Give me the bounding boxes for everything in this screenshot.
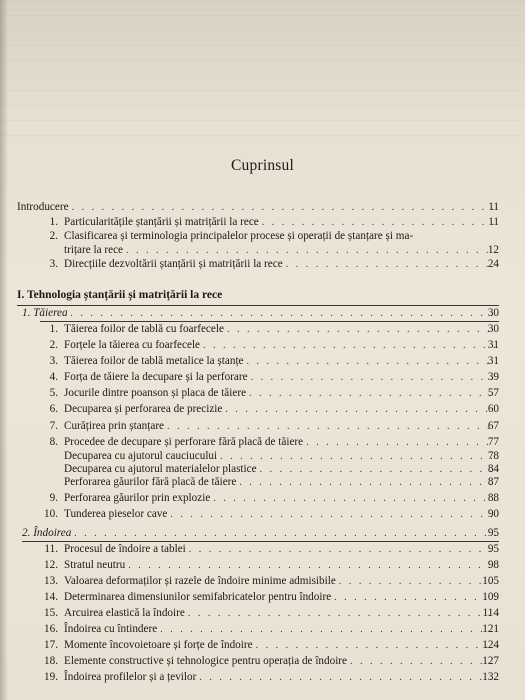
toc-entry[interactable]: 8. Procedee de decupare și perforare fără placă de tăiere . . . 77 [40, 436, 499, 449]
toc-entry-label: 2. Îndoirea [22, 527, 72, 539]
leader-dots [251, 371, 496, 384]
toc-entry[interactable]: 18. Elemente constructive și tehnologice pentru operația de îndoire . . . 127 [40, 655, 499, 668]
toc-page-number: 114 [482, 607, 499, 619]
toc-entry-label: Perforarea găurilor fără placă de tăiere [64, 476, 237, 488]
toc-entry-label: Particularitățile ștanțării și matrițării la rece [64, 216, 259, 228]
toc-entry[interactable]: 16. Îndoirea cu întindere . . . 121 [40, 623, 499, 636]
leader-dots [72, 201, 496, 214]
toc-page-number: 87 [487, 476, 499, 488]
toc-page-number: 105 [482, 575, 499, 587]
toc-entry-label: Arcuirea elastică la îndoire [64, 607, 185, 619]
leader-dots [262, 216, 496, 229]
toc-page-number: 31 [487, 355, 499, 367]
toc-entry[interactable]: 12. Stratul neutru . . . 98 [40, 559, 499, 572]
toc-page-number: 127 [482, 655, 499, 667]
toc-entry[interactable]: 19. Îndoirea profilelor și a țevilor . . . 132 [40, 671, 499, 684]
toc-entry-label: Îndoirea cu întindere [64, 623, 158, 635]
toc-entry-continuation[interactable] [64, 244, 499, 257]
toc-page-number: 31 [487, 339, 499, 351]
toc-entry-label: Tăierea foilor de tablă cu foarfecele [64, 323, 224, 335]
toc-entry[interactable]: 5. Jocurile dintre poanson și placa de tăiere . . . 57 [40, 387, 499, 400]
toc-page-number: 67 [487, 420, 499, 432]
toc-entry-label: Forțele la tăierea cu foarfecele [64, 339, 201, 351]
toc-entry[interactable]: 11. Procesul de îndoire a tablei . . . 95 [40, 543, 499, 556]
toc-entry-label: Valoarea deformaților și razele de îndoire minime admisibile [64, 575, 336, 587]
toc-entry[interactable]: 1. Tăierea foilor de tablă cu foarfecele . . . 30 [40, 323, 499, 336]
leader-dots [189, 543, 496, 556]
toc-page-number: 11 [488, 201, 499, 213]
leader-dots [199, 671, 496, 684]
part-heading[interactable]: I. Tehnologia ștanțării și matrițării la rece [17, 289, 223, 301]
toc-entry[interactable]: 3. Direcțiile dezvoltării ștanțării și matrițării la rece . . . 24 [40, 258, 499, 271]
leader-dots [126, 244, 496, 257]
leader-dots [167, 420, 496, 433]
leader-dots [170, 508, 496, 521]
toc-entry-label: Momente încovoietoare și forțe de îndoire [64, 639, 253, 651]
divider [40, 321, 499, 322]
toc-page-number: 78 [487, 450, 499, 462]
toc-entry-label: Curățirea prin ștanțare [64, 420, 165, 432]
toc-entry-label: Tăierea foilor de tablă metalice la ștanțe [64, 355, 244, 367]
toc-entry[interactable]: 1. Particularitățile ștanțării și matrițării la rece . . . 11 [40, 216, 499, 229]
toc-subentry[interactable] [64, 463, 499, 476]
toc-page-number: 98 [487, 559, 499, 571]
page-title: Cuprinsul [231, 157, 294, 174]
toc-entry[interactable]: 3. Tăierea foilor de tablă metalice la ștanțe . . . 31 [40, 355, 499, 368]
toc-page-number: 84 [487, 463, 499, 475]
toc-page-number: 132 [482, 671, 499, 683]
toc-entry-label: Decuparea cu ajutorul cauciucului [64, 450, 218, 462]
leader-dots [188, 607, 496, 620]
toc-subentry[interactable] [64, 450, 499, 463]
toc-chapter-bending[interactable] [22, 527, 499, 540]
toc-entry-label: Decuparea și perforarea de precizie [64, 403, 223, 415]
toc-entry-label: Stratul neutru [64, 559, 126, 571]
toc-entry-label: Perforarea găurilor prin explozie [64, 492, 211, 504]
toc-entry[interactable]: 2. Clasificarea și terminologia principalelor procese și operații de ștanțare și ma- [49, 230, 414, 242]
toc-entry-label: 1. Tăierea [22, 307, 68, 319]
leader-dots [203, 339, 496, 352]
toc-entry[interactable]: 14. Determinarea dimensiunilor semifabricatelor pentru îndoire . . . 109 [40, 591, 499, 604]
toc-entry-label: Procedee de decupare și perforare fără placă de tăiere [64, 436, 304, 448]
toc-entry[interactable]: 9. Perforarea găurilor prin explozie . . . 88 [40, 492, 499, 505]
divider [22, 541, 499, 542]
toc-page-number: 90 [487, 508, 499, 520]
toc-entry[interactable]: 2. Forțele la tăierea cu foarfecele . . . 31 [40, 339, 499, 352]
toc-entry[interactable]: 17. Momente încovoietoare și forțe de îndoire . . . 124 [40, 639, 499, 652]
toc-page-number: 30 [487, 323, 499, 335]
leader-dots [260, 463, 496, 476]
toc-entry-label: Elemente constructive și tehnologice pentru operația de îndoire [64, 655, 348, 667]
toc-page-number: 88 [487, 492, 499, 504]
toc-page-number: 109 [482, 591, 499, 603]
previous-page-bleed-through [0, 0, 525, 150]
toc-chapter-cutting[interactable] [22, 307, 499, 320]
leader-dots [286, 258, 496, 271]
toc-entry[interactable]: 6. Decuparea și perforarea de precizie . . . 60 [40, 403, 499, 416]
toc-page-number: 12 [487, 244, 499, 256]
toc-page-number: 95 [487, 527, 499, 539]
leader-dots [71, 307, 496, 320]
toc-entry-label: Jocurile dintre poanson și placa de tăiere [64, 387, 247, 399]
toc-entry-label: Forța de tăiere la decupare și la perforare [64, 371, 248, 383]
toc-page-number: 57 [487, 387, 499, 399]
leader-dots [239, 476, 496, 489]
leader-dots [160, 623, 496, 636]
leader-dots [247, 355, 496, 368]
toc-entry[interactable]: 4. Forța de tăiere la decupare și la perforare . . . 39 [40, 371, 499, 384]
toc-page-number: 24 [487, 258, 499, 270]
leader-dots [225, 403, 496, 416]
toc-entry-label: trițare la rece [64, 244, 123, 256]
toc-entry-label: Îndoirea profilelor și a țevilor [64, 671, 197, 683]
toc-page-number: 60 [487, 403, 499, 415]
leader-dots [128, 559, 496, 572]
leader-dots [74, 527, 496, 540]
toc-page-number: 95 [487, 543, 499, 555]
toc-entry[interactable]: 7. Curățirea prin ștanțare . . . 67 [40, 420, 499, 433]
toc-entry-label: Tunderea pieselor cave [64, 508, 168, 520]
page-shadow [0, 0, 8, 700]
toc-entry-introduction[interactable] [17, 201, 499, 214]
toc-subentry[interactable] [64, 476, 499, 489]
divider [17, 305, 499, 306]
toc-page-number: 39 [487, 371, 499, 383]
toc-page-number: 30 [487, 307, 499, 319]
toc-entry-label: Introducere [17, 201, 69, 213]
toc-entry-label: Decuparea cu ajutorul materialelor plastice [64, 463, 257, 475]
leader-dots [249, 387, 496, 400]
toc-entry-label: Procesul de îndoire a tablei [64, 543, 186, 555]
toc-page-number: 11 [488, 216, 499, 228]
leader-dots [220, 450, 496, 463]
leader-dots [227, 323, 496, 336]
toc-entry[interactable]: 10. Tunderea pieselor cave . . . 90 [40, 508, 499, 521]
leader-dots [256, 639, 496, 652]
leader-dots [306, 436, 496, 449]
toc-entry[interactable]: 15. Arcuirea elastică la îndoire . . . 114 [40, 607, 499, 620]
toc-entry-label: Determinarea dimensiunilor semifabricatelor pentru îndoire [64, 591, 332, 603]
toc-page-number: 124 [482, 639, 499, 651]
toc-page-number: 77 [487, 436, 499, 448]
toc-entry-label: Clasificarea și terminologia principalelor procese și operații de ștanțare și ma- [64, 230, 414, 242]
toc-page-number: 121 [482, 623, 499, 635]
toc-entry-label: Direcțiile dezvoltării ștanțării și matrițării la rece [64, 258, 283, 270]
leader-dots [213, 492, 496, 505]
toc-entry[interactable]: 13. Valoarea deformaților și razele de îndoire minime admisibile . . . 105 [40, 575, 499, 588]
